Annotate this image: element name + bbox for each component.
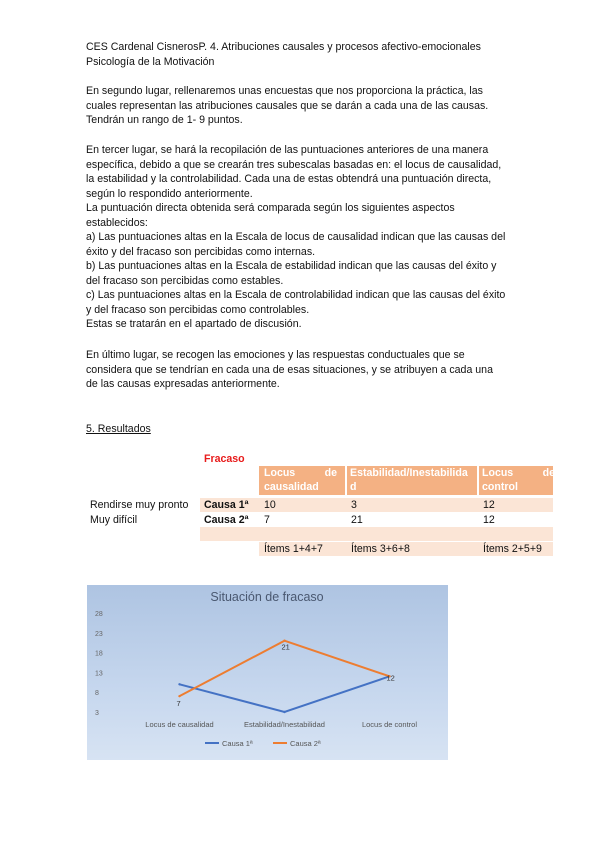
header-line-1: CES Cardenal CisnerosP. 4. Atribuciones causales y procesos afectivo-emocionales [86, 41, 481, 53]
line-chart [87, 585, 448, 760]
data-point [283, 640, 285, 642]
items-label: Ítems 1+4+7 [264, 543, 323, 555]
row-label: Rendirse muy pronto [90, 499, 189, 511]
section-title: 5. Resultados [86, 423, 151, 435]
cause-label: Causa 1ª [204, 499, 249, 511]
legend-label: Causa 2ª [290, 739, 321, 748]
chart-svg [87, 585, 448, 760]
y-tick-label: 18 [95, 650, 103, 658]
x-tick-label: Locus de causalidad [145, 720, 214, 729]
y-tick-label: 28 [95, 611, 103, 618]
header-line-2: Psicología de la Motivación [86, 55, 215, 68]
cause-label: Causa 2ª [204, 514, 249, 526]
series-line-1 [180, 676, 390, 712]
cell-value: 21 [351, 514, 363, 526]
items-label: Ítems 3+6+8 [351, 543, 410, 555]
data-label: 12 [386, 673, 395, 683]
legend-label: Causa 1ª [222, 739, 253, 748]
table-title: Fracaso [204, 453, 245, 465]
table-row [200, 498, 553, 512]
paragraph-3: En último lugar, se recogen las emociones y las respuestas conductuales que se considera que se tendrían en cada una de esas situaciones, y se atribuyen a cada una de las causas expresadas anteriormente. [86, 349, 493, 390]
data-label: 7 [176, 699, 181, 709]
y-tick-label: 13 [95, 670, 103, 678]
col-header-locus-control: Locus de control [479, 466, 553, 495]
row-label: Muy difícil [90, 514, 138, 526]
y-tick-label: 23 [95, 630, 103, 638]
x-tick-label: Locus de control [361, 720, 418, 729]
x-tick-label: Estabilidad/Inestabilidad [244, 720, 325, 729]
cell-value: 12 [483, 499, 495, 511]
col-header-estabilidad: Estabilidad/Inestabilida d [347, 466, 477, 495]
y-tick-label: 3 [95, 710, 99, 717]
cell-value: 3 [351, 499, 357, 511]
table-row [200, 527, 553, 541]
paragraph-1: En segundo lugar, rellenaremos unas encuestas que nos proporciona la práctica, las cuales representan las atribuciones causales que se darán a cada una de las causas. Tendrán un rango de 1- 9 puntos. [86, 85, 489, 126]
col-header-locus-causalidad: Locus de causalidad [259, 466, 345, 495]
document-header [86, 40, 481, 69]
cell-value: 12 [483, 514, 495, 526]
data-point [178, 683, 180, 685]
cell-value: 10 [264, 499, 276, 511]
data-point [283, 711, 285, 713]
cell-value: 7 [264, 514, 270, 526]
paragraph-2: En tercer lugar, se hará la recopilación de las puntuaciones anteriores de una manera específica, debido a que se crearán tres subescalas basadas en: el locus de causalidad, la estabilidad y la controlabilidad. Cada una de estas obtendrá una puntuación directa, según lo respondido anteriormente. La puntuación directa obtenida será comparada según los siguientes aspectos establecidos: a) Las puntuaciones altas en la Escala de locus de causalidad indican que las causas del éxito y del fracaso son percibidas como internas. b) Las puntuaciones altas en la Escala de estabilidad indican que las causas del éxito y del fracaso son percibidas como estables. c) Las puntuaciones altas en la Escala de controlabilidad indican que las causas del éxito y del fracaso son percibidas como controlables. Estas se tratarán en el apartado de discusión. [86, 144, 506, 330]
chart-title: Situación de fracaso [210, 590, 324, 604]
data-label: 21 [281, 642, 290, 652]
data-point [178, 695, 180, 697]
y-tick-label: 8 [95, 690, 99, 698]
items-label: Ítems 2+5+9 [483, 543, 542, 555]
